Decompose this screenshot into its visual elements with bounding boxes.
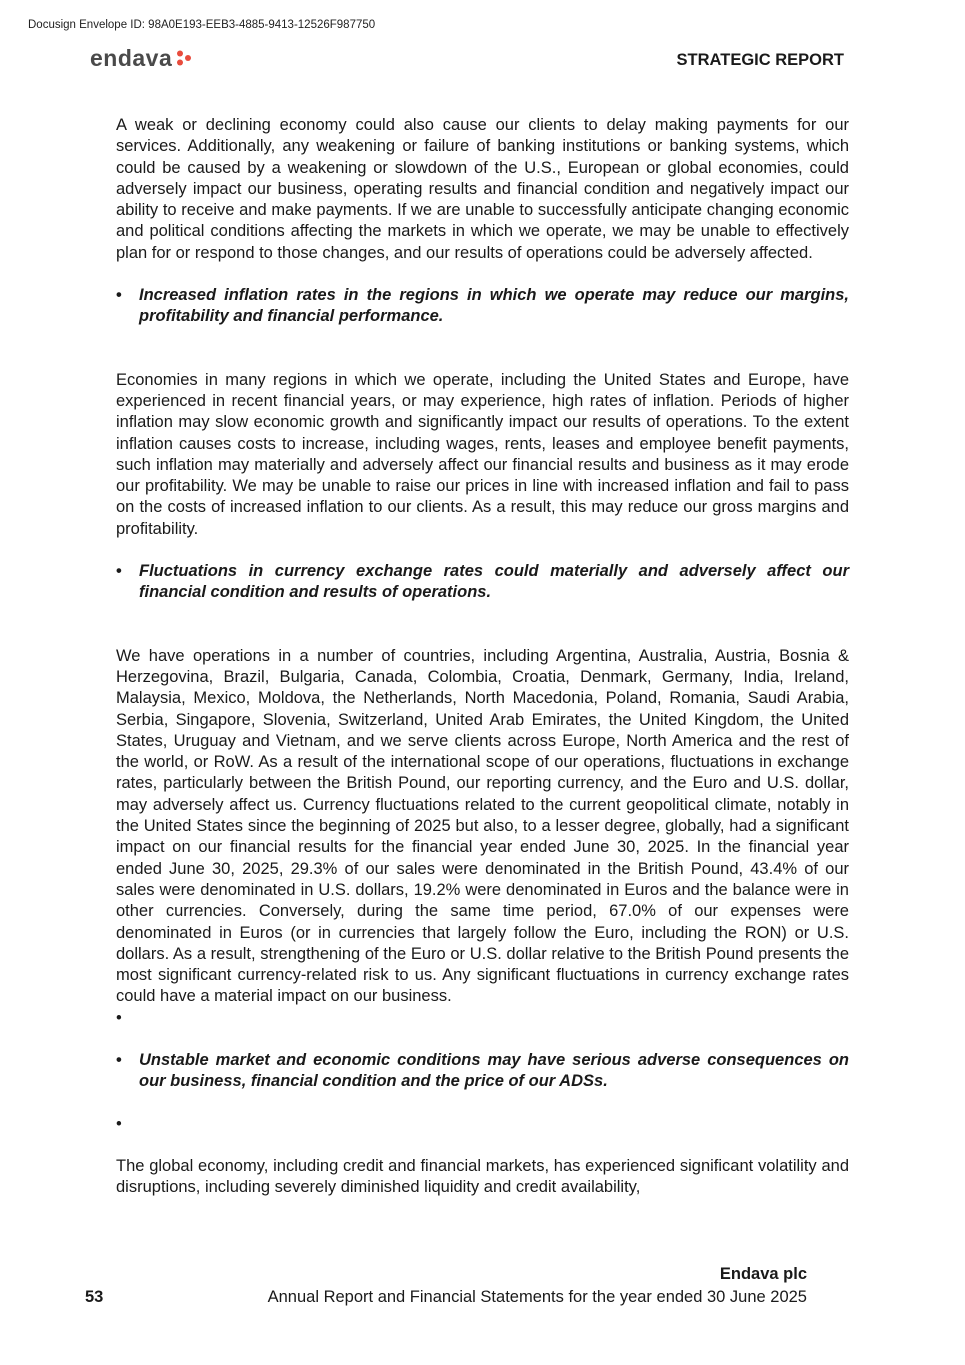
footer-company: Endava plc — [719, 1265, 807, 1283]
endava-logo — [90, 45, 193, 71]
logo-mark-icon — [175, 49, 193, 67]
bullet-glyph: • — [116, 562, 122, 581]
footer-report-title: Annual Report and Financial Statements for the year ended 30 June 2025 — [267, 1288, 807, 1306]
risk-heading-text: Unstable market and economic conditions may have serious adverse consequences on our business, financial condition and the price of our ADSs. — [139, 1050, 849, 1091]
section-title: STRATEGIC REPORT — [676, 51, 844, 69]
risk-heading-currency — [116, 561, 849, 604]
empty-bullet: • — [116, 1114, 122, 1133]
empty-bullet: • — [116, 1008, 122, 1027]
bullet-glyph: • — [116, 1050, 122, 1069]
docusign-envelope-id: Docusign Envelope ID: 98A0E193-EEB3-4885-9413-12526F987750 — [28, 19, 376, 31]
paragraph-currency: We have operations in a number of countries, including Argentina, Australia, Austria, Bosnia & Herzegovina, Brazil, Bulgaria, Canada, Colombia, Croatia, Denmark, Germany, India, Ireland, Malaysia, Mexico, Moldova, the Netherlands, North Macedonia, Poland, Romania, Saudi Arabia, Serbia, Singapore, Slovenia, Switzerland, United Arab Emirates, the United Kingdom, the United States, Uruguay and Vietnam, and we serve clients across Europe, North America and the rest of the world, or RoW. As a result of the international scope of our operations, fluctuations in exchange rates, particularly between the British Pound, our reporting currency, and the Euro and U.S. dollar, may adversely affect us. Currency fluctuations related to the current geopolitical climate, notably in the United States since the beginning of 2025 but also, to a lesser degree, globally, had a significant impact on our financial results for the financial year ended June 30, 2025. In the financial year ended June 30, 2025, 29.3% of our sales were denominated in the British Pound, 43.4% of our sales were denominated in U.S. dollars, 19.2% were denominated in Euros and the balance were in other currencies. Conversely, during the same time period, 67.0% of our expenses were denominated in Euros (or in currencies that largely follow the Euro, including the RON) or U.S. dollars. As a result, strengthening of the Euro or U.S. dollar relative to the British Pound presents the most significant currency-related risk to us. Any significant fluctuations in currency exchange rates could have a material impact on our business. — [116, 646, 849, 1006]
paragraph-economy: A weak or declining economy could also cause our clients to delay making payments for our services. Additionally, any weakening or failure of banking institutions or banking systems, which could be caused by a weakening or slowdown of the U.S., European or global economies, could adversely impact our business, operating results and financial condition and negatively impact our ability to receive and make payments. If we are unable to successfully anticipate changing economic and political conditions affecting the markets in which we operate, we may be unable to effectively plan for or respond to those changes, and our results of operations could be adversely affected. — [116, 116, 849, 262]
paragraph-inflation: Economies in many regions in which we operate, including the United States and Europe, have experienced in recent financial years, or may experience, high rates of inflation. Periods of higher inflation may slow economic growth and significantly impact our results of operations. To the extent inflation causes costs to increase, including wages, rents, leases and employee benefit payments, such inflation may materially and adversely affect our financial results and business as it may erode our profitability. We may be unable to raise our prices in line with increased inflation and fail to pass on the costs of increased inflation to our clients. As a result, this may reduce our gross margins and profitability. — [116, 370, 849, 538]
risk-heading-text: Fluctuations in currency exchange rates could materially and adversely affect our financial condition and results of operations. — [139, 562, 849, 602]
risk-heading-inflation — [116, 285, 849, 328]
risk-heading-market — [116, 1050, 849, 1093]
risk-heading-text: Increased inflation rates in the regions in which we operate may reduce our margins, profitability and financial performance. — [139, 286, 849, 326]
paragraph-market: The global economy, including credit and financial markets, has experienced significant volatility and disruptions, including severely diminished liquidity and credit availability, — [116, 1156, 849, 1197]
page-body — [116, 115, 849, 1198]
page-number: 53 — [85, 1288, 104, 1306]
logo-wordmark: endava — [90, 44, 173, 71]
bullet-glyph: • — [116, 286, 122, 305]
